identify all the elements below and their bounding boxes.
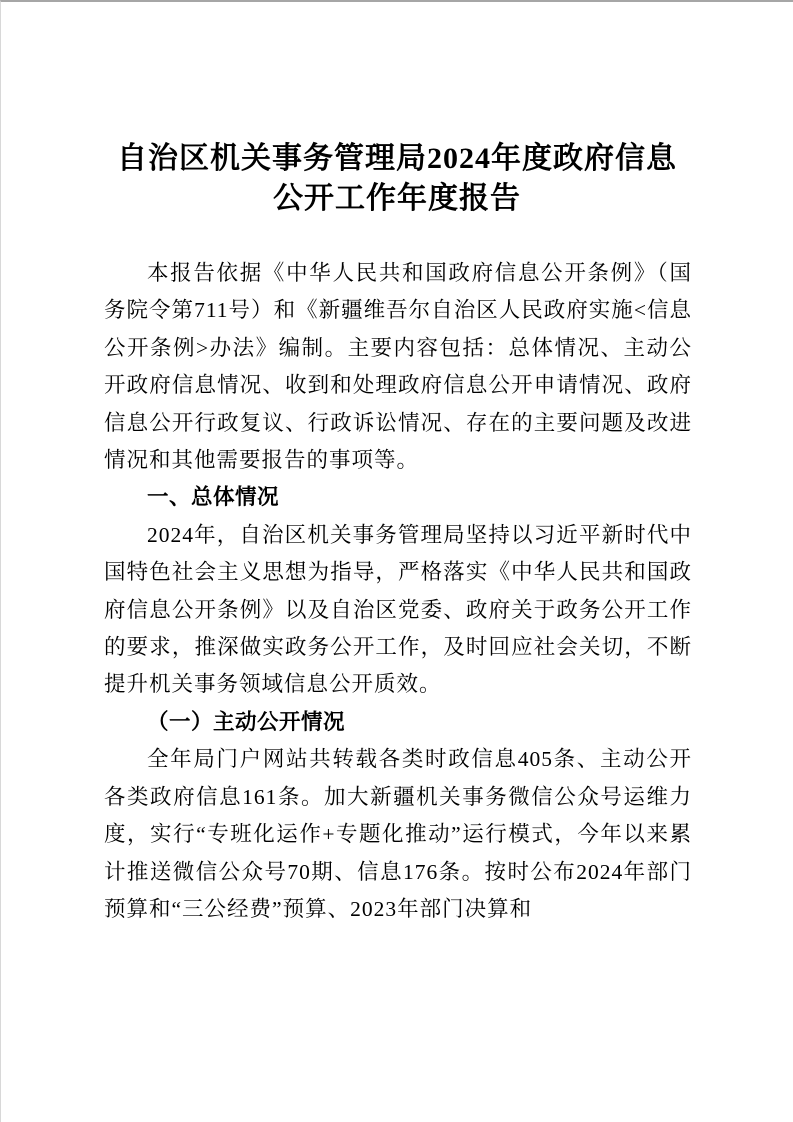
document-body [104, 255, 692, 928]
document-title-line-1: 自治区机关事务管理局2024年度政府信息 [117, 142, 677, 175]
subsection-1-1-paragraph: 全年局门户网站共转载各类时政信息405条、主动公开各类政府信息161条。加大新疆机关事务微信公众号运维力度，实行“专班化运作+专题化推动”运行模式，今年以来累计推送微信公众号70期、信息176条。按时公布2024年部门预算和“三公经费”预算、2023年部门决算和 [104, 747, 692, 921]
intro-paragraph: 本报告依据《中华人民共和国政府信息公开条例》（国务院令第711号）和《新疆维吾尔自治区人民政府实施<信息公开条例>办法》编制。主要内容包括：总体情况、主动公开政府信息情况、收到和处理政府信息公开申请情况、政府信息公开行政复议、行政诉讼情况、存在的主要问题及改进情况和其他需要报告的事项等。 [104, 261, 692, 473]
subsection-1-1-heading: （一）主动公开情况 [147, 709, 346, 734]
document-title [65, 139, 729, 219]
section-1-heading: 一、总体情况 [147, 485, 280, 510]
section-1-paragraph: 2024年，自治区机关事务管理局坚持以习近平新时代中国特色社会主义思想为指导，严格落实《中华人民共和国政府信息公开条例》以及自治区党委、政府关于政务公开工作的要求，推深做实政务公开工作，及时回应社会关切，不断提升机关事务领域信息公开质效。 [104, 522, 692, 697]
document-title-line-2: 公开工作年度报告 [273, 182, 521, 215]
